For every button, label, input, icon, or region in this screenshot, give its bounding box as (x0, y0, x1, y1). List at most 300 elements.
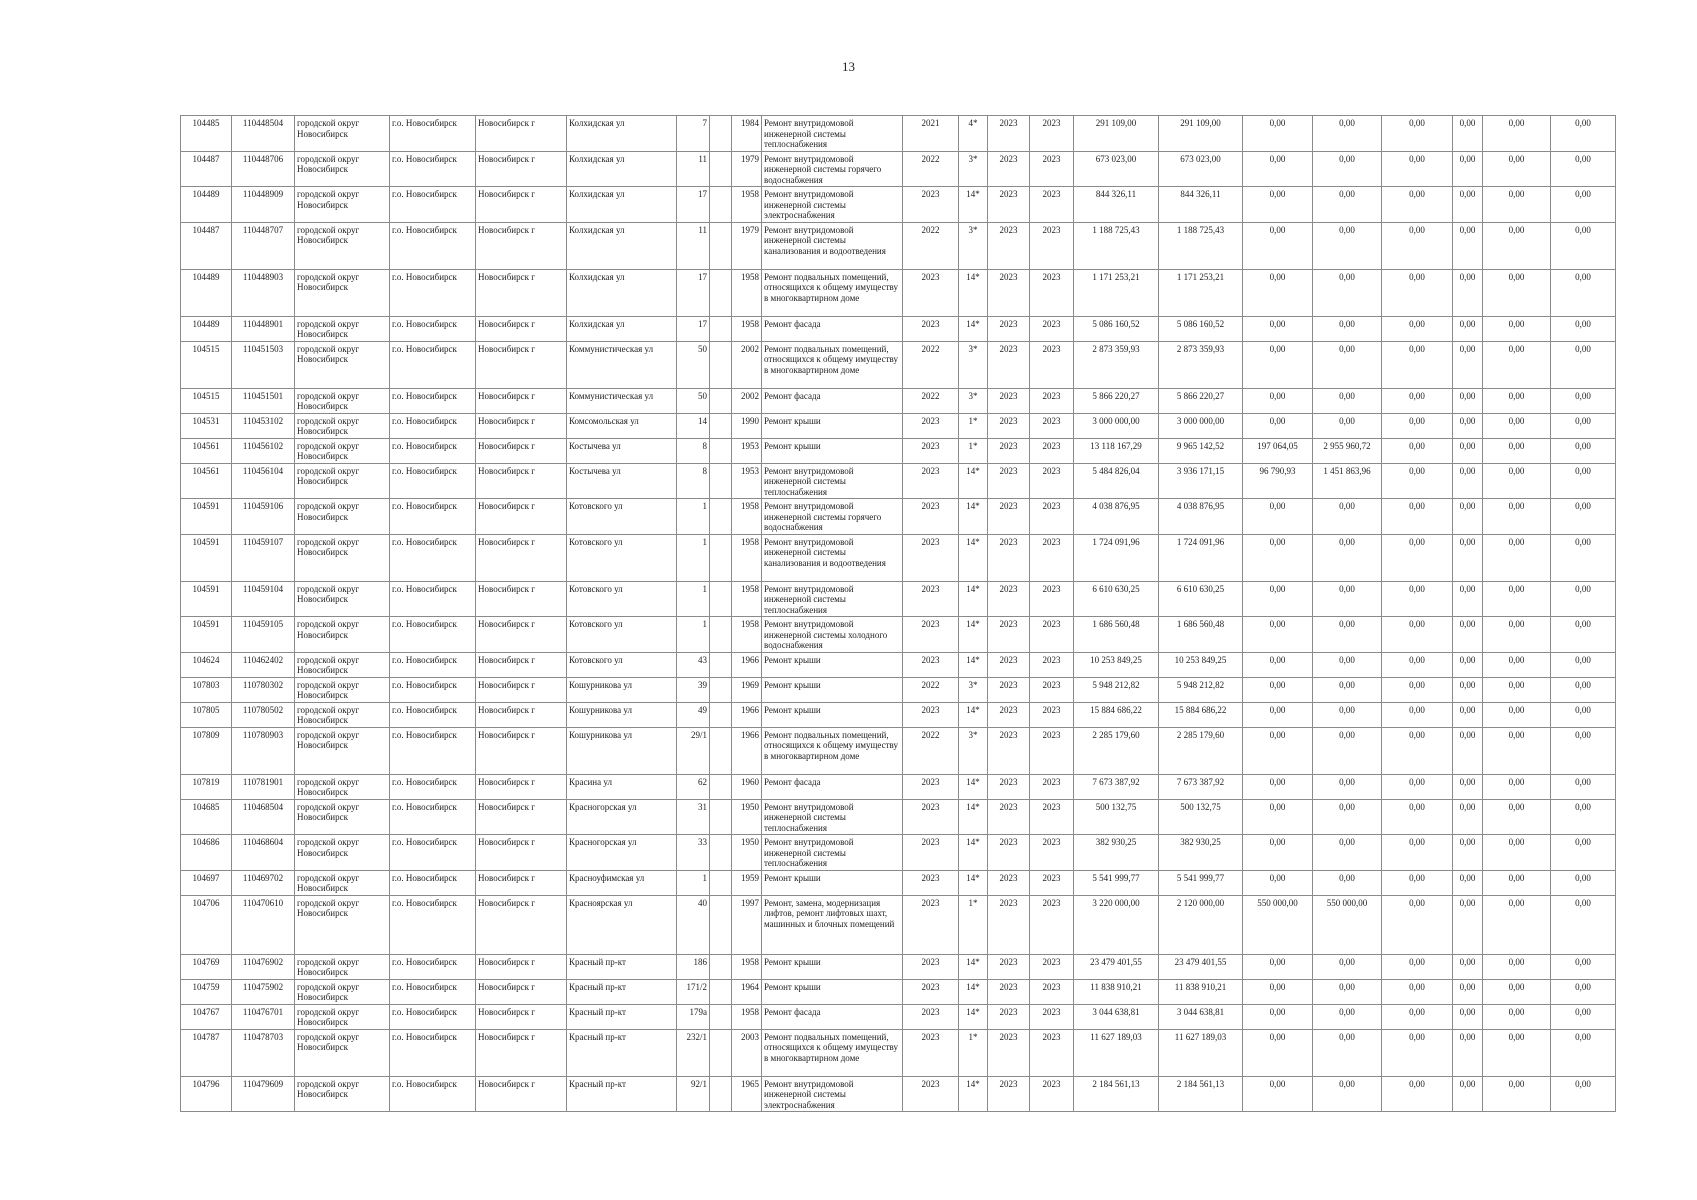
cell-total-cost: 2 285 179,60 (1074, 727, 1159, 774)
cell-budget-local: 0,00 (1382, 895, 1453, 954)
table-row (181, 954, 1616, 979)
cell-house-id: 104706 (181, 895, 232, 954)
cell-total-cost: 11 627 189,03 (1074, 1029, 1159, 1076)
cell-settlement: Новосибирск г (476, 799, 567, 835)
cell-program-id: 110451503 (232, 341, 295, 388)
cell-house-number: 50 (677, 341, 710, 388)
cell-house-number: 39 (677, 677, 710, 702)
cell-priority: 1* (959, 1029, 988, 1076)
cell-street: Колхидская ул (567, 269, 677, 316)
cell-district: г.о. Новосибирск (390, 463, 476, 499)
cell-program-id: 110476701 (232, 1004, 295, 1029)
cell-other-funds: 0,00 (1453, 222, 1483, 269)
cell-house-number: 11 (677, 222, 710, 269)
cell-plan-year: 2023 (903, 413, 959, 438)
cell-municipality: городской округ Новосибирск (295, 316, 390, 341)
cell-end-year: 2023 (1030, 341, 1074, 388)
cell-district: г.о. Новосибирск (390, 388, 476, 413)
cell-building (710, 499, 732, 535)
cell-start-year: 2023 (988, 316, 1030, 341)
cell-program-id: 110468604 (232, 835, 295, 871)
cell-budget-local: 0,00 (1382, 1076, 1453, 1112)
cell-fund-cost: 3 000 000,00 (1159, 413, 1243, 438)
cell-end-year: 2023 (1030, 581, 1074, 617)
cell-work-type: Ремонт подвальных помещений, относящихся к общему имуществу в многоквартирном доме (762, 341, 903, 388)
cell-municipality: городской округ Новосибирск (295, 534, 390, 581)
cell-settlement: Новосибирск г (476, 652, 567, 677)
cell-district: г.о. Новосибирск (390, 534, 476, 581)
cell-house-number: 40 (677, 895, 710, 954)
cell-budget-local: 0,00 (1382, 187, 1453, 223)
cell-budget-regional: 0,00 (1313, 727, 1382, 774)
cell-year-built: 1958 (732, 617, 762, 653)
cell-plan-year: 2023 (903, 1029, 959, 1076)
cell-fund-cost: 673 023,00 (1159, 151, 1243, 187)
cell-plan-year: 2023 (903, 799, 959, 835)
cell-year-built: 1958 (732, 1004, 762, 1029)
cell-budget-federal: 0,00 (1243, 702, 1313, 727)
cell-street: Кошурникова ул (567, 677, 677, 702)
cell-year-built: 2002 (732, 341, 762, 388)
cell-building (710, 316, 732, 341)
cell-house-id: 107809 (181, 727, 232, 774)
cell-start-year: 2023 (988, 677, 1030, 702)
cell-fund-cost: 11 838 910,21 (1159, 979, 1243, 1004)
cell-street: Колхидская ул (567, 151, 677, 187)
cell-building (710, 269, 732, 316)
cell-total-cost: 5 866 220,27 (1074, 388, 1159, 413)
cell-priority: 3* (959, 677, 988, 702)
cell-start-year: 2023 (988, 870, 1030, 895)
cell-program-id: 110459107 (232, 534, 295, 581)
cell-budget-local: 0,00 (1382, 677, 1453, 702)
cell-end-year: 2023 (1030, 954, 1074, 979)
cell-budget-regional: 550 000,00 (1313, 895, 1382, 954)
cell-house-number: 1 (677, 617, 710, 653)
cell-budget-regional: 2 955 960,72 (1313, 438, 1382, 463)
cell-reserve-funds: 0,00 (1551, 151, 1616, 187)
cell-end-year: 2023 (1030, 413, 1074, 438)
cell-fund-cost: 1 171 253,21 (1159, 269, 1243, 316)
cell-budget-federal: 0,00 (1243, 617, 1313, 653)
table-row (181, 1076, 1616, 1112)
cell-district: г.о. Новосибирск (390, 316, 476, 341)
cell-settlement: Новосибирск г (476, 1076, 567, 1112)
cell-reserve-funds: 0,00 (1551, 1076, 1616, 1112)
cell-other-funds: 0,00 (1453, 1004, 1483, 1029)
table-row (181, 652, 1616, 677)
cell-priority: 14* (959, 1004, 988, 1029)
cell-owners-funds: 0,00 (1483, 151, 1551, 187)
cell-house-number: 33 (677, 835, 710, 871)
cell-budget-local: 0,00 (1382, 702, 1453, 727)
cell-other-funds: 0,00 (1453, 954, 1483, 979)
cell-municipality: городской округ Новосибирск (295, 979, 390, 1004)
cell-district: г.о. Новосибирск (390, 799, 476, 835)
cell-budget-local: 0,00 (1382, 222, 1453, 269)
cell-municipality: городской округ Новосибирск (295, 870, 390, 895)
cell-work-type: Ремонт крыши (762, 652, 903, 677)
cell-year-built: 1959 (732, 870, 762, 895)
cell-work-type: Ремонт внутридомовой инженерной системы электроснабжения (762, 1076, 903, 1112)
cell-settlement: Новосибирск г (476, 269, 567, 316)
table-row (181, 187, 1616, 223)
cell-work-type: Ремонт внутридомовой инженерной системы канализования и водоотведения (762, 222, 903, 269)
cell-budget-regional: 0,00 (1313, 835, 1382, 871)
cell-start-year: 2023 (988, 463, 1030, 499)
cell-settlement: Новосибирск г (476, 116, 567, 152)
cell-house-number: 43 (677, 652, 710, 677)
cell-total-cost: 291 109,00 (1074, 116, 1159, 152)
cell-owners-funds: 0,00 (1483, 870, 1551, 895)
cell-budget-federal: 0,00 (1243, 413, 1313, 438)
cell-house-id: 104767 (181, 1004, 232, 1029)
cell-house-id: 104489 (181, 269, 232, 316)
cell-work-type: Ремонт внутридомовой инженерной системы горячего водоснабжения (762, 151, 903, 187)
cell-house-number: 1 (677, 499, 710, 535)
cell-street: Красина ул (567, 774, 677, 799)
cell-reserve-funds: 0,00 (1551, 534, 1616, 581)
table-row (181, 799, 1616, 835)
cell-building (710, 187, 732, 223)
cell-house-id: 104591 (181, 534, 232, 581)
cell-street: Красногорская ул (567, 799, 677, 835)
cell-plan-year: 2023 (903, 581, 959, 617)
cell-start-year: 2023 (988, 116, 1030, 152)
cell-house-id: 104591 (181, 499, 232, 535)
cell-year-built: 1966 (732, 652, 762, 677)
cell-total-cost: 1 724 091,96 (1074, 534, 1159, 581)
cell-reserve-funds: 0,00 (1551, 116, 1616, 152)
cell-other-funds: 0,00 (1453, 534, 1483, 581)
cell-house-id: 107803 (181, 677, 232, 702)
cell-end-year: 2023 (1030, 534, 1074, 581)
cell-district: г.о. Новосибирск (390, 222, 476, 269)
cell-house-id: 104759 (181, 979, 232, 1004)
cell-work-type: Ремонт внутридомовой инженерной системы теплоснабжения (762, 581, 903, 617)
cell-district: г.о. Новосибирск (390, 870, 476, 895)
cell-settlement: Новосибирск г (476, 1004, 567, 1029)
cell-priority: 14* (959, 463, 988, 499)
cell-year-built: 1958 (732, 581, 762, 617)
cell-municipality: городской округ Новосибирск (295, 1076, 390, 1112)
cell-start-year: 2023 (988, 835, 1030, 871)
cell-end-year: 2023 (1030, 835, 1074, 871)
cell-work-type: Ремонт фасада (762, 774, 903, 799)
cell-other-funds: 0,00 (1453, 702, 1483, 727)
cell-district: г.о. Новосибирск (390, 652, 476, 677)
cell-budget-regional: 0,00 (1313, 702, 1382, 727)
cell-fund-cost: 15 884 686,22 (1159, 702, 1243, 727)
cell-budget-regional: 0,00 (1313, 581, 1382, 617)
cell-budget-regional: 0,00 (1313, 413, 1382, 438)
cell-municipality: городской округ Новосибирск (295, 413, 390, 438)
cell-district: г.о. Новосибирск (390, 438, 476, 463)
cell-total-cost: 5 541 999,77 (1074, 870, 1159, 895)
cell-plan-year: 2023 (903, 979, 959, 1004)
cell-house-number: 17 (677, 316, 710, 341)
table-row (181, 835, 1616, 871)
cell-reserve-funds: 0,00 (1551, 438, 1616, 463)
cell-house-id: 104531 (181, 413, 232, 438)
cell-total-cost: 7 673 387,92 (1074, 774, 1159, 799)
cell-house-number: 14 (677, 413, 710, 438)
cell-reserve-funds: 0,00 (1551, 1029, 1616, 1076)
cell-end-year: 2023 (1030, 870, 1074, 895)
cell-house-number: 179а (677, 1004, 710, 1029)
cell-start-year: 2023 (988, 269, 1030, 316)
cell-district: г.о. Новосибирск (390, 499, 476, 535)
cell-total-cost: 23 479 401,55 (1074, 954, 1159, 979)
cell-program-id: 110780502 (232, 702, 295, 727)
cell-budget-regional: 0,00 (1313, 1004, 1382, 1029)
cell-settlement: Новосибирск г (476, 870, 567, 895)
cell-fund-cost: 10 253 849,25 (1159, 652, 1243, 677)
cell-house-number: 1 (677, 534, 710, 581)
cell-house-id: 104561 (181, 463, 232, 499)
cell-house-id: 104515 (181, 388, 232, 413)
cell-settlement: Новосибирск г (476, 413, 567, 438)
cell-start-year: 2023 (988, 222, 1030, 269)
cell-other-funds: 0,00 (1453, 1029, 1483, 1076)
cell-district: г.о. Новосибирск (390, 341, 476, 388)
cell-start-year: 2023 (988, 652, 1030, 677)
cell-settlement: Новосибирск г (476, 499, 567, 535)
cell-settlement: Новосибирск г (476, 222, 567, 269)
cell-budget-local: 0,00 (1382, 269, 1453, 316)
cell-program-id: 110448901 (232, 316, 295, 341)
cell-building (710, 222, 732, 269)
cell-municipality: городской округ Новосибирск (295, 895, 390, 954)
cell-municipality: городской округ Новосибирск (295, 1029, 390, 1076)
cell-municipality: городской округ Новосибирск (295, 388, 390, 413)
cell-other-funds: 0,00 (1453, 316, 1483, 341)
cell-end-year: 2023 (1030, 222, 1074, 269)
cell-municipality: городской округ Новосибирск (295, 341, 390, 388)
cell-street: Котовского ул (567, 581, 677, 617)
cell-municipality: городской округ Новосибирск (295, 222, 390, 269)
cell-end-year: 2023 (1030, 702, 1074, 727)
cell-budget-regional: 0,00 (1313, 1076, 1382, 1112)
cell-other-funds: 0,00 (1453, 116, 1483, 152)
cell-reserve-funds: 0,00 (1551, 835, 1616, 871)
cell-house-number: 7 (677, 116, 710, 152)
cell-district: г.о. Новосибирск (390, 1076, 476, 1112)
cell-budget-regional: 0,00 (1313, 222, 1382, 269)
cell-district: г.о. Новосибирск (390, 835, 476, 871)
cell-priority: 1* (959, 413, 988, 438)
cell-year-built: 1958 (732, 269, 762, 316)
cell-start-year: 2023 (988, 727, 1030, 774)
cell-reserve-funds: 0,00 (1551, 652, 1616, 677)
cell-budget-federal: 0,00 (1243, 388, 1313, 413)
table-row (181, 463, 1616, 499)
cell-budget-local: 0,00 (1382, 774, 1453, 799)
cell-year-built: 1958 (732, 499, 762, 535)
cell-district: г.о. Новосибирск (390, 1004, 476, 1029)
cell-district: г.о. Новосибирск (390, 581, 476, 617)
cell-district: г.о. Новосибирск (390, 677, 476, 702)
cell-settlement: Новосибирск г (476, 1029, 567, 1076)
cell-fund-cost: 5 541 999,77 (1159, 870, 1243, 895)
cell-street: Колхидская ул (567, 187, 677, 223)
cell-end-year: 2023 (1030, 316, 1074, 341)
cell-end-year: 2023 (1030, 1004, 1074, 1029)
cell-street: Красный пр-кт (567, 954, 677, 979)
cell-work-type: Ремонт крыши (762, 413, 903, 438)
cell-start-year: 2023 (988, 151, 1030, 187)
cell-program-id: 110780302 (232, 677, 295, 702)
cell-building (710, 151, 732, 187)
cell-building (710, 774, 732, 799)
cell-building (710, 463, 732, 499)
cell-work-type: Ремонт крыши (762, 870, 903, 895)
cell-house-number: 92/1 (677, 1076, 710, 1112)
cell-budget-regional: 0,00 (1313, 151, 1382, 187)
cell-owners-funds: 0,00 (1483, 316, 1551, 341)
cell-street: Красногорская ул (567, 835, 677, 871)
cell-budget-regional: 0,00 (1313, 269, 1382, 316)
cell-municipality: городской округ Новосибирск (295, 617, 390, 653)
cell-street: Колхидская ул (567, 316, 677, 341)
cell-budget-regional: 0,00 (1313, 534, 1382, 581)
cell-end-year: 2023 (1030, 438, 1074, 463)
cell-other-funds: 0,00 (1453, 151, 1483, 187)
cell-budget-regional: 0,00 (1313, 870, 1382, 895)
cell-priority: 3* (959, 222, 988, 269)
cell-year-built: 1966 (732, 727, 762, 774)
cell-work-type: Ремонт фасада (762, 1004, 903, 1029)
cell-settlement: Новосибирск г (476, 835, 567, 871)
cell-budget-local: 0,00 (1382, 413, 1453, 438)
cell-owners-funds: 0,00 (1483, 222, 1551, 269)
cell-program-id: 110459104 (232, 581, 295, 617)
table-row (181, 895, 1616, 954)
cell-total-cost: 11 838 910,21 (1074, 979, 1159, 1004)
cell-other-funds: 0,00 (1453, 617, 1483, 653)
cell-budget-federal: 0,00 (1243, 677, 1313, 702)
cell-house-id: 104697 (181, 870, 232, 895)
cell-fund-cost: 2 285 179,60 (1159, 727, 1243, 774)
cell-priority: 4* (959, 116, 988, 152)
cell-budget-regional: 0,00 (1313, 774, 1382, 799)
cell-work-type: Ремонт подвальных помещений, относящихся к общему имуществу в многоквартирном доме (762, 1029, 903, 1076)
cell-street: Красный пр-кт (567, 1076, 677, 1112)
cell-budget-federal: 0,00 (1243, 534, 1313, 581)
cell-building (710, 702, 732, 727)
cell-district: г.о. Новосибирск (390, 979, 476, 1004)
cell-other-funds: 0,00 (1453, 727, 1483, 774)
cell-reserve-funds: 0,00 (1551, 702, 1616, 727)
cell-priority: 14* (959, 187, 988, 223)
cell-budget-regional: 1 451 863,96 (1313, 463, 1382, 499)
cell-owners-funds: 0,00 (1483, 702, 1551, 727)
cell-start-year: 2023 (988, 341, 1030, 388)
cell-fund-cost: 844 326,11 (1159, 187, 1243, 223)
cell-budget-local: 0,00 (1382, 388, 1453, 413)
cell-total-cost: 5 948 212,82 (1074, 677, 1159, 702)
cell-reserve-funds: 0,00 (1551, 222, 1616, 269)
cell-settlement: Новосибирск г (476, 438, 567, 463)
cell-budget-federal: 0,00 (1243, 774, 1313, 799)
cell-settlement: Новосибирск г (476, 534, 567, 581)
cell-fund-cost: 1 188 725,43 (1159, 222, 1243, 269)
cell-total-cost: 3 044 638,81 (1074, 1004, 1159, 1029)
cell-municipality: городской округ Новосибирск (295, 652, 390, 677)
cell-street: Красноярская ул (567, 895, 677, 954)
cell-house-number: 17 (677, 187, 710, 223)
cell-year-built: 1958 (732, 534, 762, 581)
cell-budget-federal: 0,00 (1243, 151, 1313, 187)
cell-program-id: 110456104 (232, 463, 295, 499)
cell-street: Кошурникова ул (567, 702, 677, 727)
cell-total-cost: 3 220 000,00 (1074, 895, 1159, 954)
table-row (181, 677, 1616, 702)
cell-owners-funds: 0,00 (1483, 652, 1551, 677)
cell-reserve-funds: 0,00 (1551, 316, 1616, 341)
cell-program-id: 110448504 (232, 116, 295, 152)
cell-year-built: 1965 (732, 1076, 762, 1112)
cell-owners-funds: 0,00 (1483, 774, 1551, 799)
cell-total-cost: 5 484 826,04 (1074, 463, 1159, 499)
cell-plan-year: 2023 (903, 702, 959, 727)
cell-work-type: Ремонт внутридомовой инженерной системы канализования и водоотведения (762, 534, 903, 581)
cell-house-id: 104624 (181, 652, 232, 677)
cell-settlement: Новосибирск г (476, 388, 567, 413)
cell-total-cost: 1 686 560,48 (1074, 617, 1159, 653)
cell-program-id: 110470610 (232, 895, 295, 954)
cell-street: Котовского ул (567, 652, 677, 677)
table-row (181, 979, 1616, 1004)
cell-total-cost: 10 253 849,25 (1074, 652, 1159, 677)
cell-priority: 14* (959, 316, 988, 341)
cell-total-cost: 1 171 253,21 (1074, 269, 1159, 316)
cell-house-id: 104591 (181, 617, 232, 653)
cell-reserve-funds: 0,00 (1551, 388, 1616, 413)
cell-house-number: 11 (677, 151, 710, 187)
cell-house-number: 1 (677, 870, 710, 895)
cell-program-id: 110453102 (232, 413, 295, 438)
cell-budget-local: 0,00 (1382, 1029, 1453, 1076)
cell-priority: 14* (959, 617, 988, 653)
cell-building (710, 895, 732, 954)
page-number: 13 (842, 59, 855, 74)
cell-street: Красный пр-кт (567, 979, 677, 1004)
cell-budget-local: 0,00 (1382, 652, 1453, 677)
table-row (181, 413, 1616, 438)
cell-reserve-funds: 0,00 (1551, 499, 1616, 535)
cell-work-type: Ремонт крыши (762, 702, 903, 727)
cell-building (710, 835, 732, 871)
cell-fund-cost: 7 673 387,92 (1159, 774, 1243, 799)
cell-priority: 14* (959, 534, 988, 581)
cell-plan-year: 2023 (903, 617, 959, 653)
cell-end-year: 2023 (1030, 269, 1074, 316)
cell-other-funds: 0,00 (1453, 677, 1483, 702)
table-row (181, 316, 1616, 341)
cell-settlement: Новосибирск г (476, 774, 567, 799)
cell-municipality: городской округ Новосибирск (295, 187, 390, 223)
cell-budget-regional: 0,00 (1313, 316, 1382, 341)
cell-settlement: Новосибирск г (476, 316, 567, 341)
cell-municipality: городской округ Новосибирск (295, 499, 390, 535)
cell-district: г.о. Новосибирск (390, 954, 476, 979)
cell-total-cost: 5 086 160,52 (1074, 316, 1159, 341)
cell-owners-funds: 0,00 (1483, 1076, 1551, 1112)
table-row (181, 341, 1616, 388)
cell-reserve-funds: 0,00 (1551, 1004, 1616, 1029)
cell-year-built: 1964 (732, 979, 762, 1004)
